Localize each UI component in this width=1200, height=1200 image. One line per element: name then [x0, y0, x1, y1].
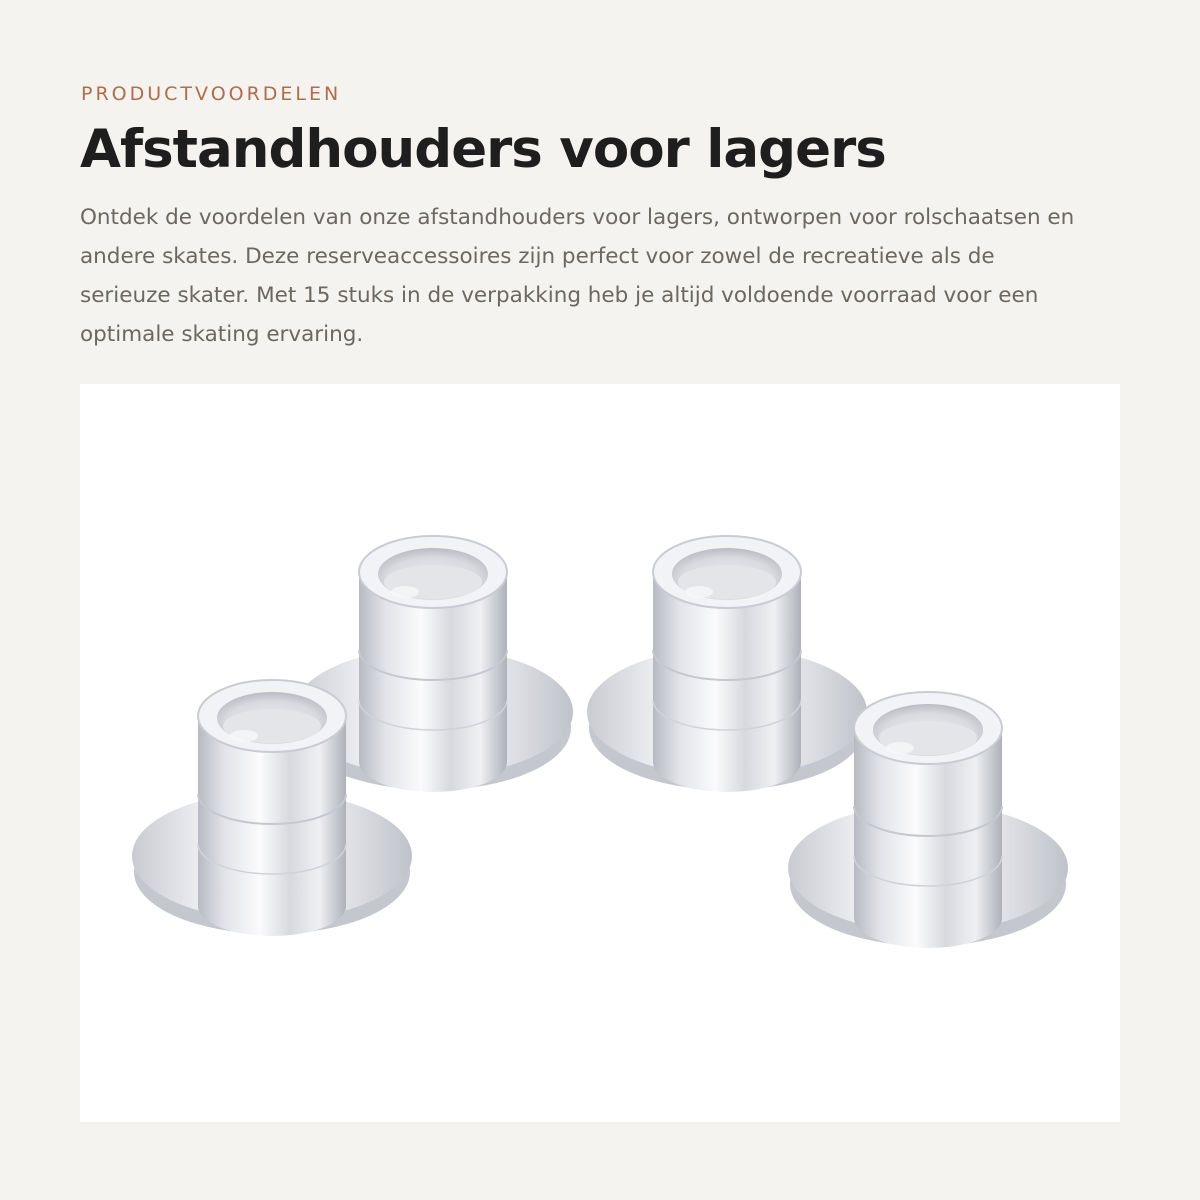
section-eyebrow: PRODUCTVOORDELEN [81, 83, 342, 105]
section-title: Afstandhouders voor lagers [80, 119, 886, 180]
product-image [80, 384, 1120, 1122]
section-description: Ontdek de voordelen van onze afstandhouders voor lagers, ontworpen voor rolschaatsen en andere skates. Deze reserveaccessoires zijn perfect voor zowel de recreatieve als de serieuze skater. Met 15 stuks in de verpakking heb je altijd voldoende voorraad voor een optimale skating ervaring. [80, 205, 1075, 347]
spacer-back-right [587, 536, 867, 792]
